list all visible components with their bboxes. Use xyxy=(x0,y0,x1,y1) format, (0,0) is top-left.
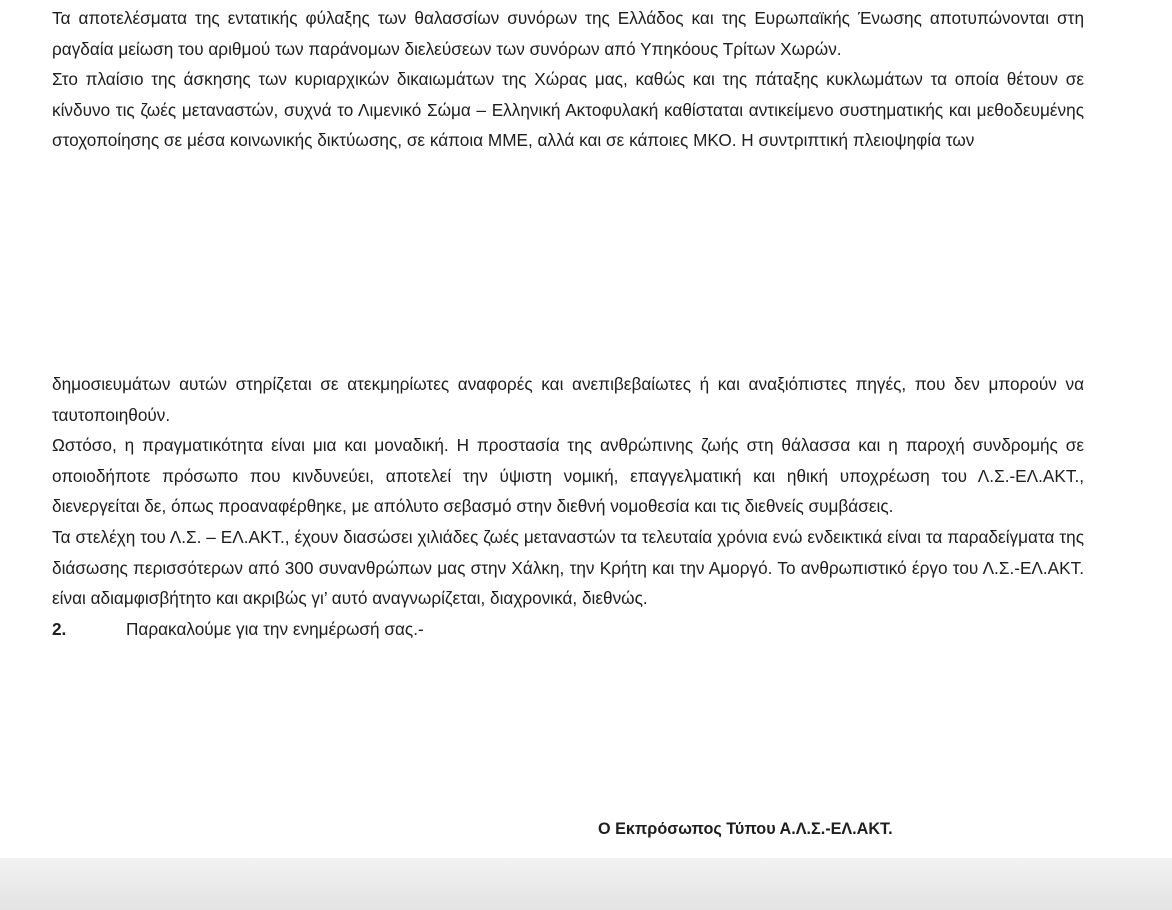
page-bottom-band xyxy=(0,858,1172,910)
paragraph-publications: δημοσιευμάτων αυτών στηρίζεται σε ατεκμηρίωτες αναφορές και ανεπιβεβαίωτες ή και αναξιόπιστες πηγές, που δεν μπορούν να ταυτοποιηθούν. xyxy=(52,374,1084,425)
paragraph-targeting: Στο πλαίσιο της άσκησης των κυριαρχικών δικαιωμάτων της Χώρας μας, καθώς και της πάταξης κυκλωμάτων τα οποία θέτουν σε κίνδυνο τις ζωές μεταναστών, συχνά το Λιμενικό Σώμα – Ελληνική Ακτοφυλακή καθίσταται αντικείμενο συστηματικής και μεθοδευμένης στοχοποίησης σε μέσα κοινωνικής δικτύωσης, σε κάποια ΜΜΕ, αλλά και σε κάποιες ΜΚΟ. Η συντριπτική πλειοψηφία των xyxy=(52,69,1084,151)
text-block-top xyxy=(52,3,1084,156)
signature-line: Ο Εκπρόσωπος Τύπου Α.Λ.Σ.-ΕΛ.ΑΚΤ. xyxy=(598,820,893,838)
paragraph-rescues: Τα στελέχη του Λ.Σ. – ΕΛ.ΑΚΤ., έχουν διασώσει χιλιάδες ζωές μεταναστών τα τελευταία χρόνια ενώ ενδεικτικά είναι τα παραδείγματα της διάσωσης περισσότερων από 300 συνανθρώπων μας στην Χάλκη, την Κρήτη και την Αμοργό. Το ανθρωπιστικό έργο του Λ.Σ.-ΕΛ.ΑΚΤ. είναι αδιαμφισβήτητο και ακριβώς γι’ αυτό αναγνωρίζεται, διαχρονικά, διεθνώς. xyxy=(52,526,1084,609)
item-text: Παρακαλούμε για την ενημέρωσή σας.- xyxy=(126,618,424,639)
paragraph-border-results: Τα αποτελέσματα της εντατικής φύλαξης των θαλασσίων συνόρων της Ελλάδος και της Ευρωπαϊκής Ένωσης αποτυπώνονται στη ραγδαία μείωση του αριθμού των παράνομων διελεύσεων των συνόρων από Υπηκόους Τρίτων Χωρών. xyxy=(52,8,1084,59)
item-number: 2. xyxy=(52,618,67,639)
text-block-bottom xyxy=(52,369,1084,644)
paragraph-reality: Ωστόσο, η πραγματικότητα είναι μια και μοναδική. Η προστασία της ανθρώπινης ζωής στη θάλασσα και η παροχή συνδρομής σε οποιοδήποτε πρόσωπο που κινδυνεύει, αποτελεί την ύψιστη νομική, επαγγελματική και ηθική υποχρέωση του Λ.Σ.-ΕΛ.ΑΚΤ., διενεργείται δε, όπως προαναφέρθηκε, με απόλυτο σεβασμό στην διεθνή νομοθεσία και τις διεθνείς συμβάσεις. xyxy=(52,435,1084,517)
numbered-item-2 xyxy=(52,614,1084,645)
